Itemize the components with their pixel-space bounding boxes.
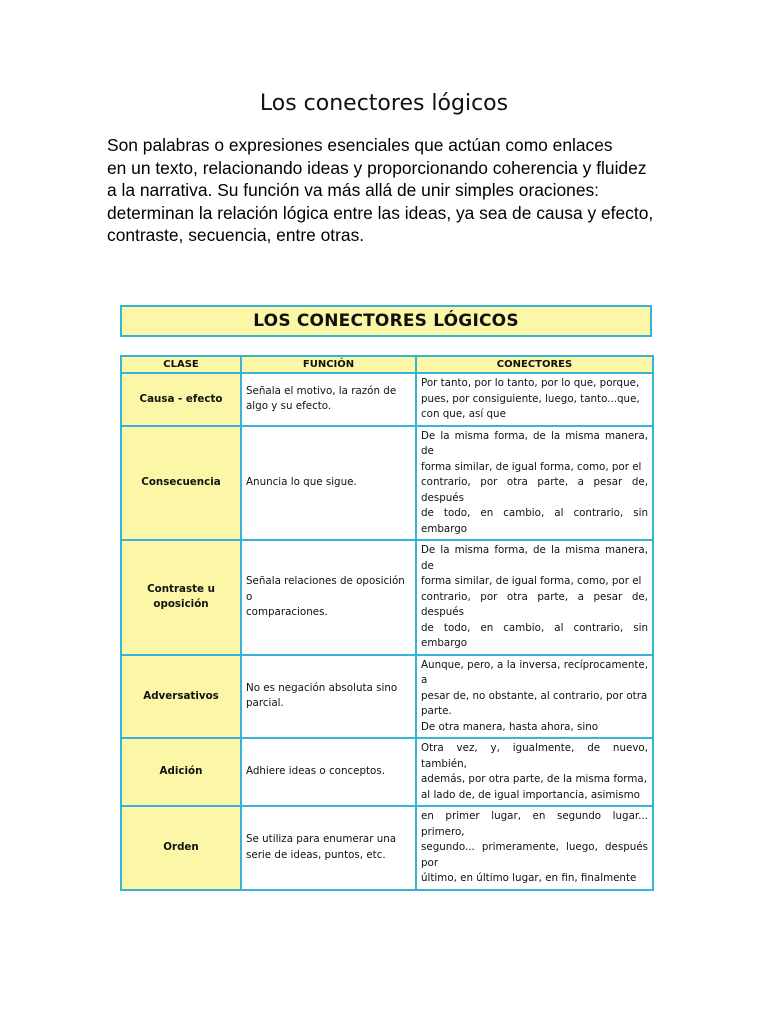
- cell-line: Aunque, pero, a la inversa, recíprocamente, a: [421, 658, 648, 686]
- cell-clase: [121, 655, 241, 739]
- column-header-clase: CLASE: [121, 356, 241, 373]
- cell-funcion: [241, 426, 416, 541]
- cell-funcion: [241, 806, 416, 890]
- cell-line: contrario, por otra parte, a pesar de, después: [421, 590, 648, 618]
- document-title: Los conectores lógicos: [259, 91, 509, 116]
- paragraph-line: determinan la relación lógica entre las ideas, ya sea de causa y efecto,: [107, 202, 654, 223]
- figure-header: LOS CONECTORES LÓGICOS: [120, 305, 652, 337]
- connectors-table: [120, 355, 654, 891]
- cell-line: No es negación absoluta sino: [246, 681, 398, 694]
- cell-line: pues, por consiguiente, luego, tanto...que,: [421, 392, 640, 405]
- cell-line: Adición: [159, 765, 203, 778]
- table-row: [121, 426, 653, 541]
- cell-line: además, por otra parte, de la misma forma,: [421, 773, 647, 785]
- intro-paragraph: [107, 134, 672, 247]
- cell-clase: [121, 373, 241, 426]
- cell-line: De otra manera, hasta ahora, sino: [421, 720, 599, 733]
- cell-line: Adhiere ideas o conceptos.: [246, 765, 385, 778]
- cell-funcion: [241, 738, 416, 806]
- cell-line: en primer lugar, en segundo lugar... primero,: [421, 810, 648, 838]
- connectors-figure: [120, 305, 652, 891]
- cell-line: algo y su efecto.: [246, 400, 332, 413]
- cell-line: De la misma forma, de la misma manera, de: [421, 544, 648, 572]
- table-row: [121, 373, 653, 426]
- cell-clase: [121, 738, 241, 806]
- cell-funcion: [241, 540, 416, 655]
- cell-line: parte.: [421, 705, 452, 717]
- cell-line: Causa - efecto: [139, 392, 223, 405]
- cell-line: Consecuencia: [141, 476, 221, 488]
- table-row: [121, 540, 653, 655]
- cell-line: Se utiliza para enumerar una: [246, 833, 397, 846]
- cell-line: parcial.: [246, 697, 284, 710]
- cell-conectores: [416, 426, 653, 541]
- table-header-row: [121, 356, 653, 373]
- cell-line: Orden: [163, 841, 199, 853]
- cell-conectores: [416, 806, 653, 890]
- column-header-conectores: CONECTORES: [416, 356, 653, 373]
- cell-line: de todo, en cambio, al contrario, sin embargo: [421, 507, 648, 535]
- cell-line: con que, así que: [421, 408, 506, 420]
- cell-conectores: [416, 655, 653, 739]
- cell-line: forma similar, de igual forma, como, por el: [421, 460, 642, 473]
- cell-clase: [121, 806, 241, 890]
- cell-line: de todo, en cambio, al contrario, sin embargo: [421, 621, 648, 649]
- cell-line: Señala el motivo, la razón de: [246, 384, 397, 397]
- cell-line: Anuncia lo que sigue.: [246, 476, 357, 488]
- cell-line: segundo... primeramente, luego, después por: [421, 841, 648, 869]
- paragraph-line: Son palabras o expresiones esenciales que actúan como enlaces: [107, 135, 613, 155]
- cell-line: serie de ideas, puntos, etc.: [246, 848, 386, 861]
- cell-line: pesar de, no obstante, al contrario, por otra: [421, 689, 648, 702]
- cell-funcion: [241, 655, 416, 739]
- cell-line: Por tanto, por lo tanto, por lo que, porque,: [421, 377, 640, 389]
- cell-line: Adversativos: [143, 689, 219, 702]
- table-body: [121, 373, 653, 890]
- cell-line: Señala relaciones de oposición o: [246, 575, 405, 603]
- cell-clase: [121, 540, 241, 655]
- table-row: [121, 806, 653, 890]
- cell-line: Contraste u: [147, 582, 215, 595]
- paragraph-line: a la narrativa. Su función va más allá de unir simples oraciones:: [107, 180, 600, 201]
- paragraph-line: en un texto, relacionando ideas y proporcionando coherencia y fluidez: [107, 157, 647, 178]
- cell-line: comparaciones.: [246, 606, 328, 618]
- cell-line: contrario, por otra parte, a pesar de, después: [421, 476, 648, 504]
- cell-line: De la misma forma, de la misma manera, de: [421, 429, 648, 457]
- cell-funcion: [241, 373, 416, 426]
- table-row: [121, 738, 653, 806]
- column-header-funcion: FUNCIÓN: [241, 356, 416, 373]
- table-row: [121, 655, 653, 739]
- cell-line: Otra vez, y, igualmente, de nuevo, también,: [421, 742, 648, 770]
- cell-conectores: [416, 540, 653, 655]
- paragraph-line: contraste, secuencia, entre otras.: [107, 225, 365, 246]
- cell-clase: [121, 426, 241, 541]
- cell-line: forma similar, de igual forma, como, por el: [421, 575, 642, 587]
- cell-line: último, en último lugar, en fin, finalmente: [421, 872, 637, 884]
- cell-line: oposición: [153, 598, 209, 611]
- cell-conectores: [416, 738, 653, 806]
- cell-line: al lado de, de igual importancia, asimismo: [421, 788, 640, 801]
- cell-conectores: [416, 373, 653, 426]
